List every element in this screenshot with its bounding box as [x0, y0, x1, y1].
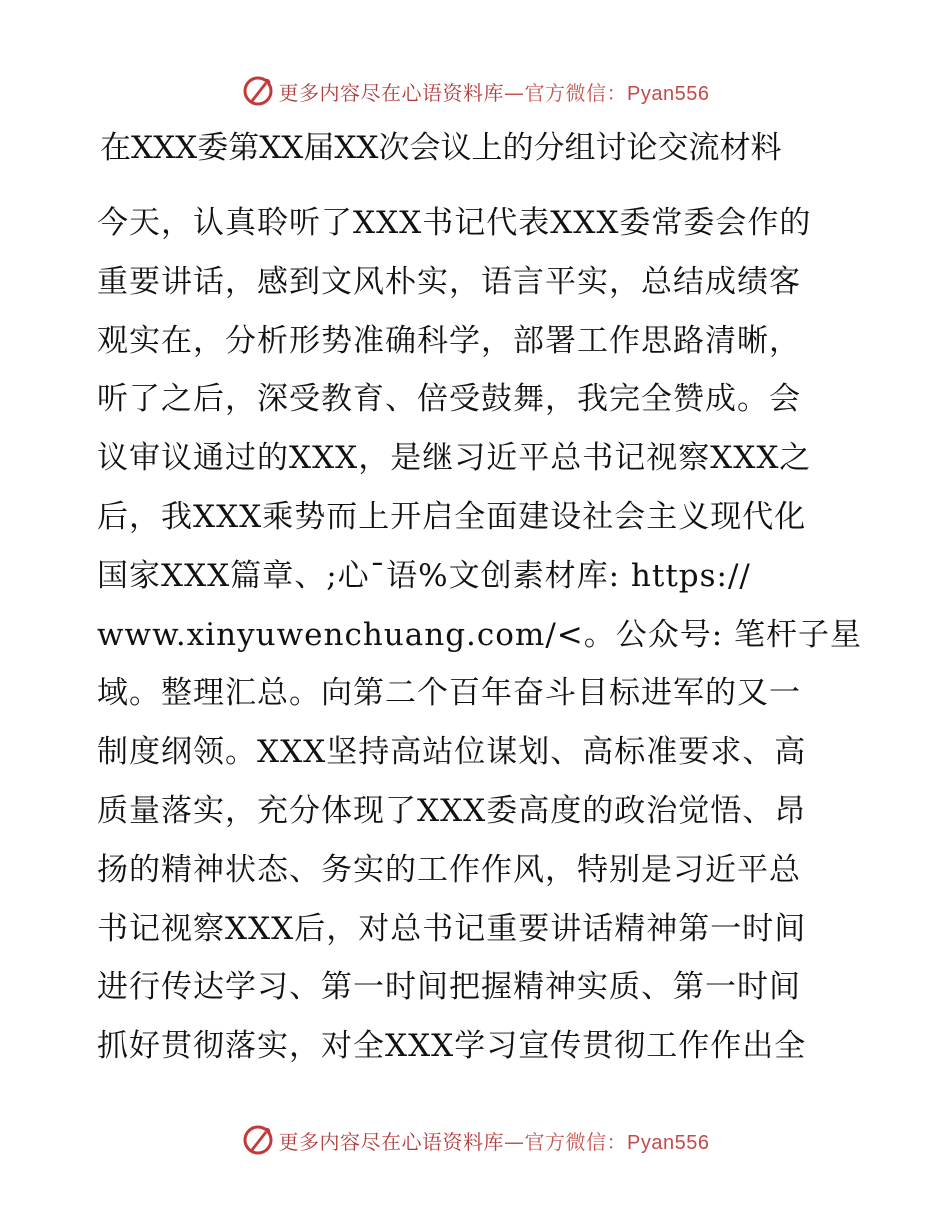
banner-official-label: 官方微信： — [524, 80, 628, 105]
footer-banner — [0, 1120, 950, 1160]
body-line: 质量落实，充分体现了XXX委高度的政治觉悟、昂 — [97, 792, 807, 829]
body-line: 议审议通过的XXX，是继习近平总书记视察XXX之 — [97, 440, 812, 477]
banner-wechat-id: Pyan556 — [627, 1131, 710, 1154]
banner-official-label: 官方微信： — [524, 1129, 628, 1154]
banner-text — [279, 77, 710, 106]
body-line: 域。整理汇总。向第二个百年奋斗目标进军的又一 — [97, 675, 801, 712]
quill-logo-icon — [241, 1123, 275, 1157]
banner-dash: — — [504, 80, 525, 105]
body-line: www.xinyuwenchuang.com/<。公众号: 笔杆子星 — [97, 616, 863, 653]
banner-wechat-id: Pyan556 — [627, 82, 710, 105]
body-line: 重要讲话，感到文风朴实，语言平实，总结成绩客 — [97, 263, 801, 300]
body-line: 进行传达学习、第一时间把握精神实质、第一时间 — [97, 969, 801, 1006]
banner-site-text: 更多内容尽在心语资料库 — [278, 1129, 505, 1154]
banner-text — [279, 1126, 710, 1155]
body-line: 抓好贯彻落实，对全XXX学习宣传贯彻工作作出全 — [97, 1028, 807, 1065]
body-line: 今天，认真聆听了XXX书记代表XXX委常委会作的 — [97, 205, 812, 241]
header-banner — [0, 71, 950, 111]
body-line: 国家XXX篇章、;心¯语%文创素材库: https:// — [97, 557, 751, 594]
body-line: 书记视察XXX后，对总书记重要讲话精神第一时间 — [97, 910, 807, 947]
document-title: 在XXX委第XX届XX次会议上的分组讨论交流材料 — [100, 130, 782, 166]
body-line: 听了之后，深受教育、倍受鼓舞，我完全赞成。会 — [97, 381, 801, 418]
banner-site-text: 更多内容尽在心语资料库 — [278, 80, 505, 105]
body-line: 扬的精神状态、务实的工作作风，特别是习近平总 — [97, 851, 801, 888]
quill-logo-icon — [241, 74, 275, 108]
banner-dash: — — [504, 1129, 525, 1154]
body-line: 后，我XXX乘势而上开启全面建设社会主义现代化 — [97, 498, 807, 535]
document-body — [97, 194, 863, 1076]
body-line: 制度纲领。XXX坚持高站位谋划、高标准要求、高 — [97, 734, 807, 771]
body-line: 观实在，分析形势准确科学，部署工作思路清晰， — [97, 322, 801, 359]
